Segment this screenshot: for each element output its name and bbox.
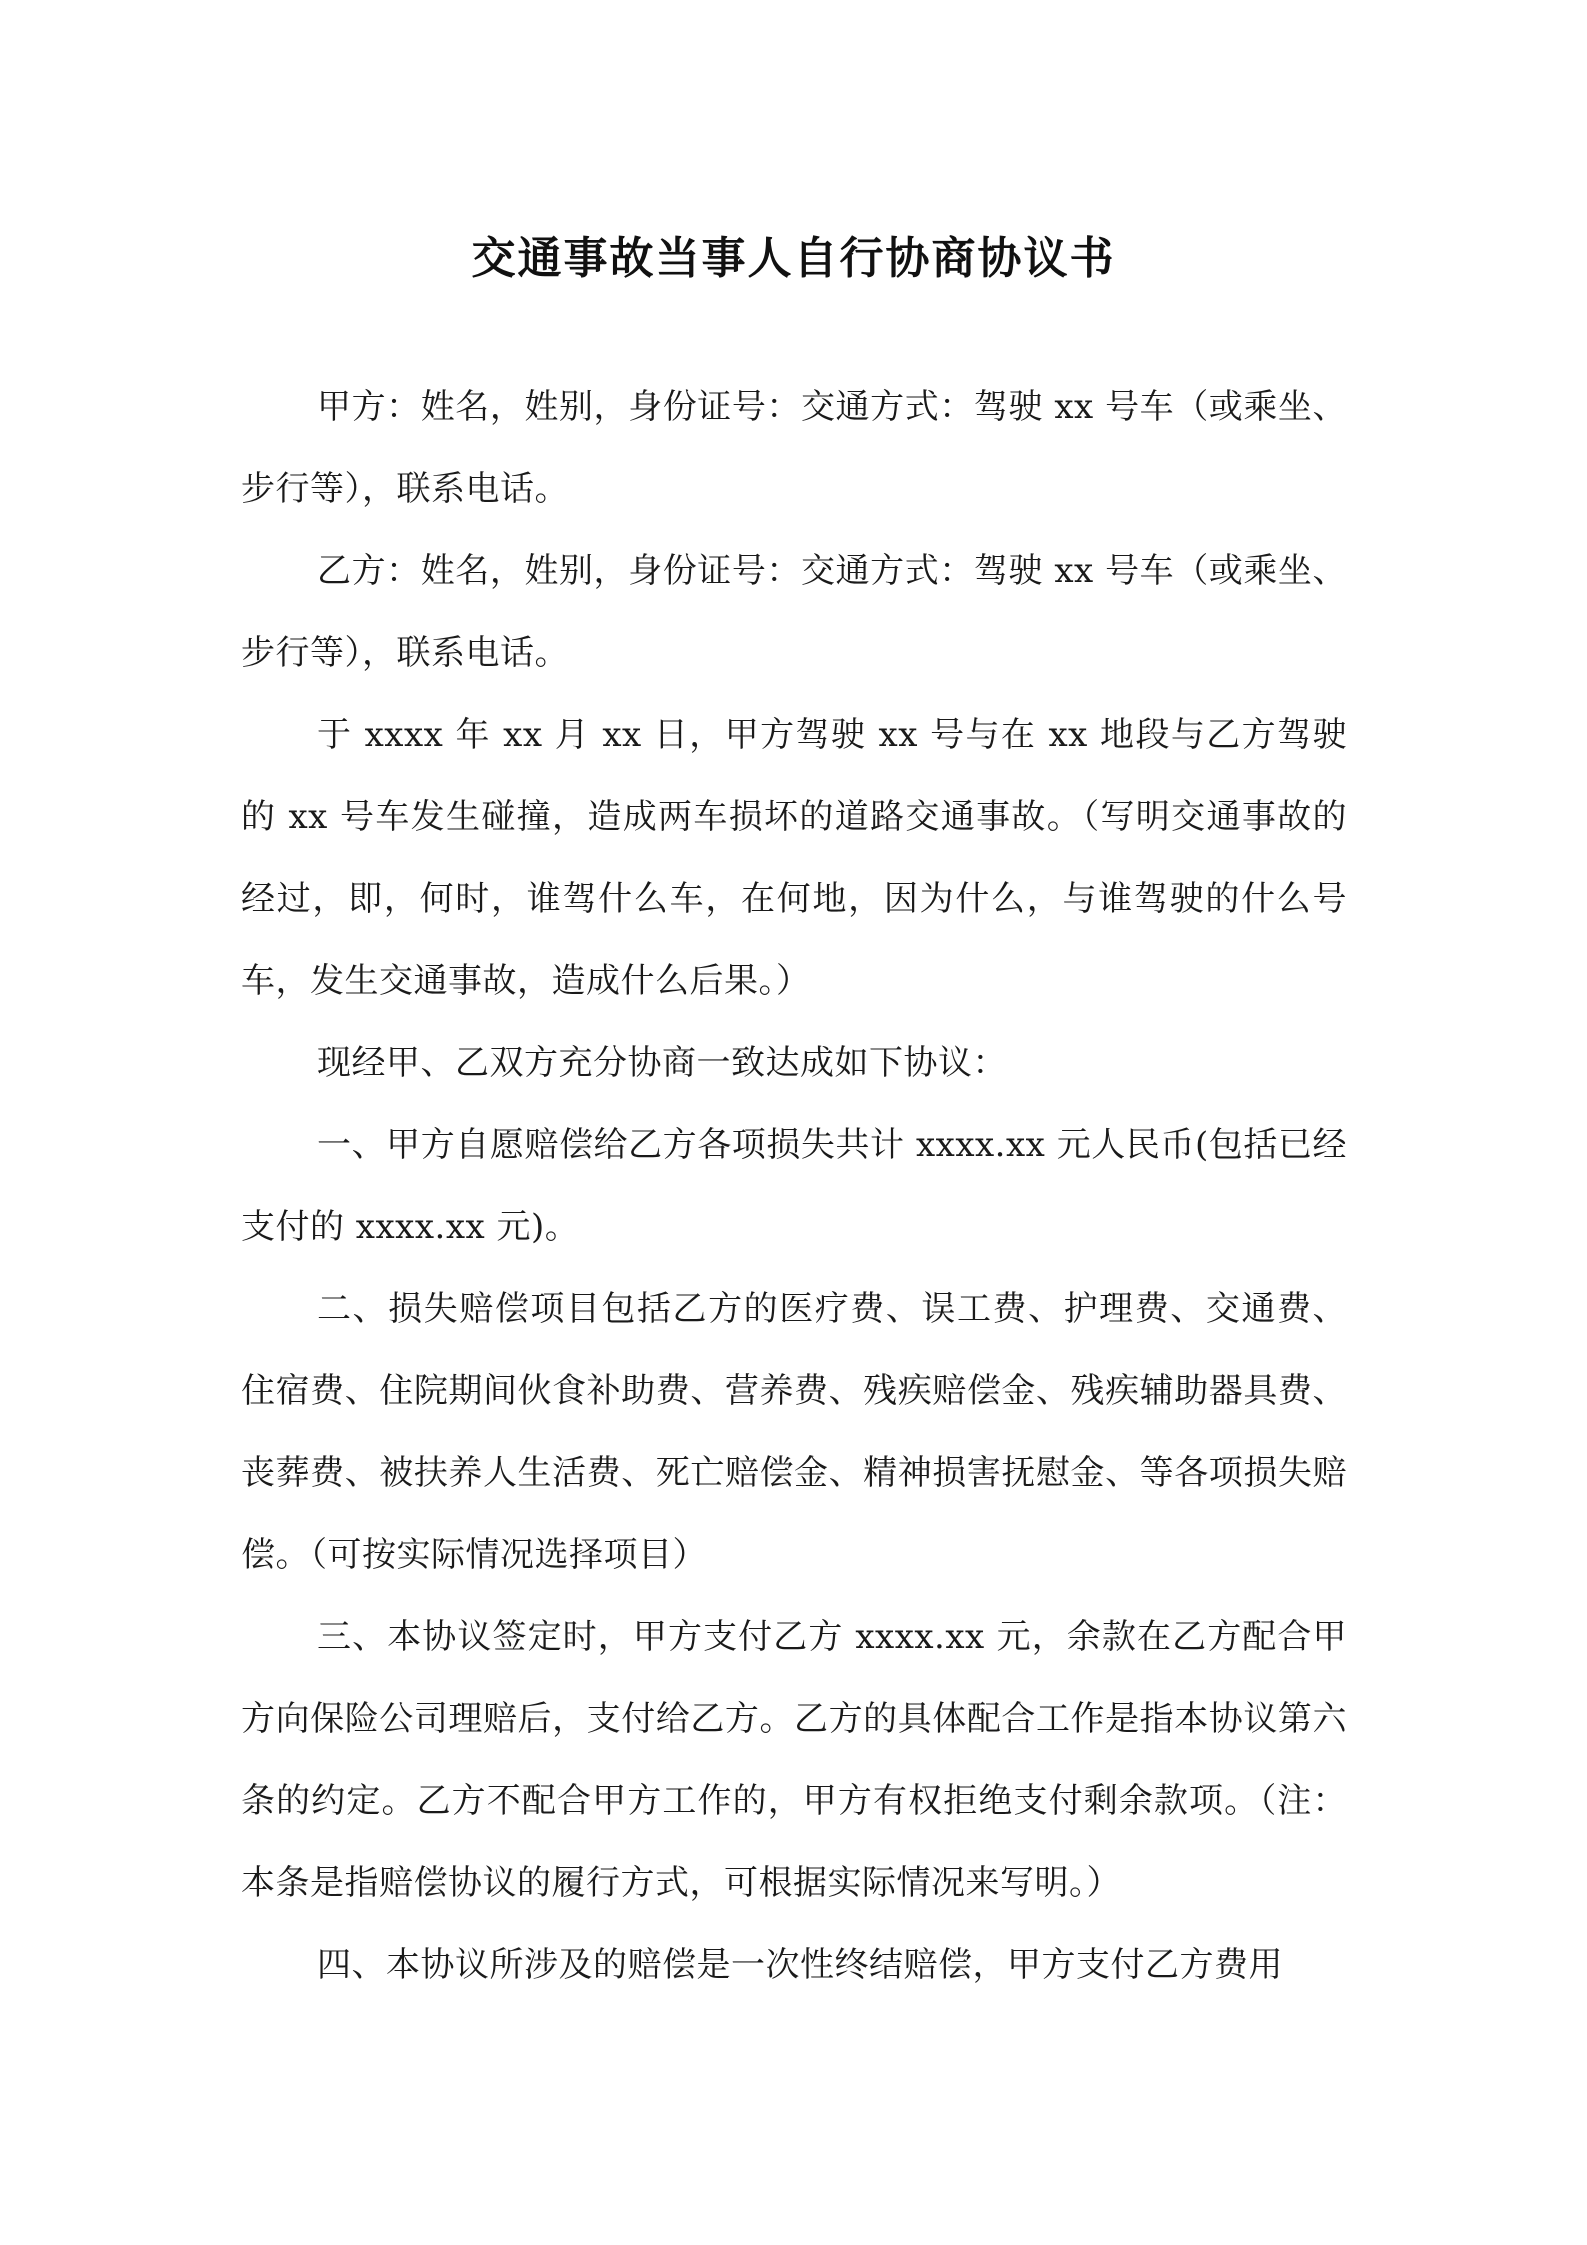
- accident-description-paragraph: 于 xxxx 年 xx 月 xx 日，甲方驾驶 xx 号与在 xx 地段与乙方驾驶的 xx 号车发生碰撞，造成两车损坏的道路交通事故。（写明交通事故的经过，即，何时，谁驾什么车，在何地，因为什么，与谁驾驶的什么号车，发生交通事故，造成什么后果。）: [241, 715, 1347, 1001]
- party-a-paragraph: 甲方：姓名，姓别，身份证号：交通方式：驾驶 xx 号车（或乘坐、步行等），联系电话。: [241, 387, 1347, 509]
- document-body: [241, 366, 1347, 2006]
- clause-2-paragraph: 二、损失赔偿项目包括乙方的医疗费、误工费、护理费、交通费、住宿费、住院期间伙食补助费、营养费、残疾赔偿金、残疾辅助器具费、丧葬费、被扶养人生活费、死亡赔偿金、精神损害抚慰金、等各项损失赔偿。（可按实际情况选择项目）: [241, 1289, 1347, 1575]
- agreement-intro-paragraph: 现经甲、乙双方充分协商一致达成如下协议：: [317, 1043, 1007, 1083]
- document-title: 交通事故当事人自行协商协议书: [471, 233, 1116, 285]
- clause-3-paragraph: 三、本协议签定时，甲方支付乙方 xxxx.xx 元，余款在乙方配合甲方向保险公司理赔后，支付给乙方。乙方的具体配合工作是指本协议第六条的约定。乙方不配合甲方工作的，甲方有权拒绝支付剩余款项。（注：本条是指赔偿协议的履行方式，可根据实际情况来写明。）: [241, 1617, 1347, 1903]
- party-b-paragraph: 乙方：姓名，姓别，身份证号：交通方式：驾驶 xx 号车（或乘坐、步行等），联系电话。: [241, 551, 1347, 673]
- clause-4-paragraph: 四、本协议所涉及的赔偿是一次性终结赔偿，甲方支付乙方费用: [317, 1945, 1283, 1985]
- clause-1-paragraph: 一、甲方自愿赔偿给乙方各项损失共计 xxxx.xx 元人民币(包括已经支付的 xxxx.xx 元)。: [241, 1125, 1347, 1247]
